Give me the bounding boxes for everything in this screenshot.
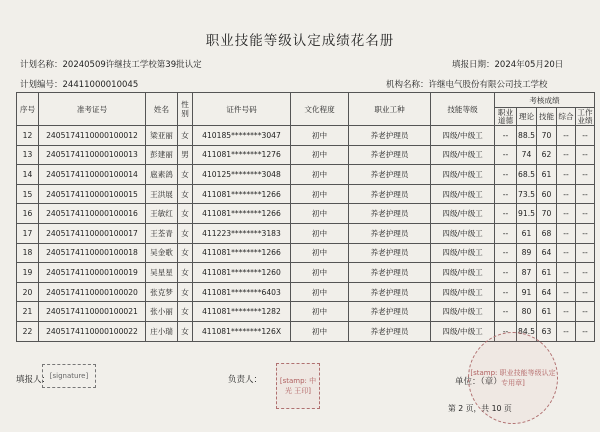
name-cell: 彭建丽 bbox=[146, 145, 178, 165]
exam-no-cell: 2405174110000100022 bbox=[39, 321, 146, 341]
id-no-cell: 410185********3047 bbox=[193, 126, 291, 146]
skill-score-cell: 61 bbox=[537, 263, 557, 283]
seq-cell: 21 bbox=[17, 302, 39, 322]
overall-score-cell: -- bbox=[557, 302, 576, 322]
level-cell: 四级/中级工 bbox=[431, 165, 495, 185]
occupation-cell: 养老护理员 bbox=[349, 243, 431, 263]
work-perf-cell: -- bbox=[576, 204, 595, 224]
plan-name-row bbox=[20, 58, 202, 70]
level-cell: 四级/中级工 bbox=[431, 321, 495, 341]
level-cell: 四级/中级工 bbox=[431, 282, 495, 302]
header-work-perf: 工作业绩 bbox=[577, 107, 593, 125]
education-cell: 初中 bbox=[291, 204, 349, 224]
education-cell: 初中 bbox=[291, 321, 349, 341]
education-cell: 初中 bbox=[291, 184, 349, 204]
occupation-cell: 养老护理员 bbox=[349, 263, 431, 283]
occupation-cell: 养老护理员 bbox=[349, 184, 431, 204]
table-row bbox=[17, 165, 595, 185]
occupation-cell: 养老护理员 bbox=[349, 321, 431, 341]
education-cell: 初中 bbox=[291, 263, 349, 283]
ethics-score-cell: -- bbox=[495, 243, 517, 263]
theory-score-cell: 61 bbox=[517, 223, 537, 243]
ethics-score-cell: -- bbox=[495, 263, 517, 283]
work-perf-cell: -- bbox=[576, 282, 595, 302]
overall-score-cell: -- bbox=[557, 223, 576, 243]
filler-label: 填报人： bbox=[16, 375, 51, 385]
seq-cell: 15 bbox=[17, 184, 39, 204]
id-no-cell: 411081********126X bbox=[193, 321, 291, 341]
overall-score-cell: -- bbox=[557, 243, 576, 263]
education-cell: 初中 bbox=[291, 145, 349, 165]
theory-score-cell: 91.5 bbox=[517, 204, 537, 224]
education-cell: 初中 bbox=[291, 165, 349, 185]
theory-score-cell: 88.5 bbox=[517, 126, 537, 146]
header-exam-no: 准考证号 bbox=[39, 93, 146, 126]
education-cell: 初中 bbox=[291, 302, 349, 322]
seq-cell: 16 bbox=[17, 204, 39, 224]
occupation-cell: 养老护理员 bbox=[349, 165, 431, 185]
table-row bbox=[17, 302, 595, 322]
exam-no-cell: 2405174110000100018 bbox=[39, 243, 146, 263]
occupation-cell: 养老护理员 bbox=[349, 204, 431, 224]
overall-score-cell: -- bbox=[557, 126, 576, 146]
gender-cell: 女 bbox=[178, 204, 193, 224]
seq-cell: 17 bbox=[17, 223, 39, 243]
ethics-score-cell: -- bbox=[495, 145, 517, 165]
gender-cell: 女 bbox=[178, 126, 193, 146]
work-perf-cell: -- bbox=[576, 223, 595, 243]
seq-cell: 12 bbox=[17, 126, 39, 146]
skill-score-cell: 61 bbox=[537, 302, 557, 322]
name-cell: 吴星星 bbox=[146, 263, 178, 283]
skill-score-cell: 64 bbox=[537, 243, 557, 263]
table-row bbox=[17, 263, 595, 283]
id-no-cell: 411081********1266 bbox=[193, 204, 291, 224]
theory-score-cell: 68.5 bbox=[517, 165, 537, 185]
theory-score-cell: 87 bbox=[517, 263, 537, 283]
id-no-cell: 410125********3048 bbox=[193, 165, 291, 185]
theory-score-cell: 73.5 bbox=[517, 184, 537, 204]
skill-score-cell: 62 bbox=[537, 145, 557, 165]
page-info: 第 2 页，共 10 页 bbox=[448, 404, 512, 413]
gender-cell: 女 bbox=[178, 263, 193, 283]
work-perf-cell: -- bbox=[576, 263, 595, 283]
overall-score-cell: -- bbox=[557, 263, 576, 283]
ethics-score-cell: -- bbox=[495, 165, 517, 185]
seq-cell: 18 bbox=[17, 243, 39, 263]
level-cell: 四级/中级工 bbox=[431, 263, 495, 283]
occupation-cell: 养老护理员 bbox=[349, 126, 431, 146]
theory-score-cell: 80 bbox=[517, 302, 537, 322]
header-ethics: 职业道德 bbox=[495, 108, 517, 126]
name-cell: 吴金歌 bbox=[146, 243, 178, 263]
header-level: 技能等级 bbox=[431, 93, 495, 126]
name-cell: 梁亚丽 bbox=[146, 126, 178, 146]
exam-no-cell: 2405174110000100021 bbox=[39, 302, 146, 322]
gender-cell: 女 bbox=[178, 302, 193, 322]
education-cell: 初中 bbox=[291, 282, 349, 302]
stamp-right-placeholder: [stamp: 职业技能等级认定专用章] bbox=[468, 332, 558, 424]
skill-score-cell: 70 bbox=[537, 126, 557, 146]
ethics-score-cell: -- bbox=[495, 302, 517, 322]
header-gender: 性别 bbox=[178, 93, 193, 126]
plan-no-label: 计划编号： bbox=[20, 80, 63, 90]
header-skill: 技能 bbox=[537, 108, 557, 126]
fill-date-row bbox=[452, 58, 563, 70]
header-occupation: 职业工种 bbox=[349, 93, 431, 126]
skill-score-cell: 68 bbox=[537, 223, 557, 243]
gender-cell: 女 bbox=[178, 282, 193, 302]
skill-score-cell: 70 bbox=[537, 204, 557, 224]
overall-score-cell: -- bbox=[557, 204, 576, 224]
id-no-cell: 411081********1266 bbox=[193, 243, 291, 263]
exam-no-cell: 2405174110000100016 bbox=[39, 204, 146, 224]
level-cell: 四级/中级工 bbox=[431, 302, 495, 322]
name-cell: 扈素鸽 bbox=[146, 165, 178, 185]
level-cell: 四级/中级工 bbox=[431, 145, 495, 165]
id-no-cell: 411081********1276 bbox=[193, 145, 291, 165]
header-name: 姓名 bbox=[146, 93, 178, 126]
skill-score-cell: 63 bbox=[537, 321, 557, 341]
work-perf-cell: -- bbox=[576, 165, 595, 185]
table-row bbox=[17, 184, 595, 204]
table-row bbox=[17, 204, 595, 224]
name-cell: 王荃青 bbox=[146, 223, 178, 243]
id-no-cell: 411081********1260 bbox=[193, 263, 291, 283]
name-cell: 王洪展 bbox=[146, 184, 178, 204]
theory-score-cell: 74 bbox=[517, 145, 537, 165]
plan-no-row bbox=[20, 78, 138, 90]
skill-score-cell: 64 bbox=[537, 282, 557, 302]
education-cell: 初中 bbox=[291, 243, 349, 263]
header-seq: 序号 bbox=[17, 93, 39, 126]
table-row bbox=[17, 145, 595, 165]
score-table-body bbox=[17, 126, 595, 342]
theory-score-cell: 91 bbox=[517, 282, 537, 302]
table-row bbox=[17, 282, 595, 302]
overall-score-cell: -- bbox=[557, 145, 576, 165]
gender-cell: 女 bbox=[178, 184, 193, 204]
header-education: 文化程度 bbox=[291, 93, 349, 126]
header-scores-group: 考核成绩 bbox=[495, 93, 595, 108]
work-perf-cell: -- bbox=[576, 302, 595, 322]
occupation-cell: 养老护理员 bbox=[349, 223, 431, 243]
name-cell: 张小丽 bbox=[146, 302, 178, 322]
table-row bbox=[17, 243, 595, 263]
work-perf-cell: -- bbox=[576, 126, 595, 146]
education-cell: 初中 bbox=[291, 223, 349, 243]
level-cell: 四级/中级工 bbox=[431, 223, 495, 243]
document-title: 职业技能等级认定成绩花名册 bbox=[205, 33, 395, 49]
level-cell: 四级/中级工 bbox=[431, 204, 495, 224]
plan-name-label: 计划名称： bbox=[20, 60, 63, 70]
gender-cell: 女 bbox=[178, 165, 193, 185]
id-no-cell: 411081********1282 bbox=[193, 302, 291, 322]
gender-cell: 女 bbox=[178, 243, 193, 263]
seq-cell: 14 bbox=[17, 165, 39, 185]
gender-cell: 男 bbox=[178, 145, 193, 165]
org-row bbox=[386, 78, 548, 90]
exam-no-cell: 2405174110000100020 bbox=[39, 282, 146, 302]
plan-no-value: 24411000010045 bbox=[62, 80, 139, 90]
skill-score-cell: 61 bbox=[537, 165, 557, 185]
theory-score-cell: 84.5 bbox=[517, 321, 537, 341]
theory-score-cell: 89 bbox=[517, 243, 537, 263]
work-perf-cell: -- bbox=[576, 243, 595, 263]
occupation-cell: 养老护理员 bbox=[349, 282, 431, 302]
ethics-score-cell: -- bbox=[495, 282, 517, 302]
header-overall: 综合 bbox=[557, 108, 576, 126]
fill-date-label: 填报日期： bbox=[452, 60, 495, 70]
score-table bbox=[16, 92, 595, 342]
ethics-score-cell: -- bbox=[495, 184, 517, 204]
level-cell: 四级/中级工 bbox=[431, 243, 495, 263]
header-id-no: 证件号码 bbox=[193, 93, 291, 126]
overall-score-cell: -- bbox=[557, 282, 576, 302]
unit-seal-label: 单位：（章） bbox=[455, 377, 502, 387]
seq-cell: 22 bbox=[17, 321, 39, 341]
table-row bbox=[17, 223, 595, 243]
org-label: 机构名称： bbox=[386, 80, 429, 90]
gender-cell: 女 bbox=[178, 321, 193, 341]
skill-score-cell: 60 bbox=[537, 184, 557, 204]
seq-cell: 20 bbox=[17, 282, 39, 302]
work-perf-cell: -- bbox=[576, 321, 595, 341]
overall-score-cell: -- bbox=[557, 165, 576, 185]
occupation-cell: 养老护理员 bbox=[349, 145, 431, 165]
id-no-cell: 411081********1266 bbox=[193, 184, 291, 204]
signature-placeholder: [signature] bbox=[42, 364, 96, 388]
seq-cell: 19 bbox=[17, 263, 39, 283]
fill-date-value: 2024年05月20日 bbox=[494, 60, 564, 70]
ethics-score-cell: -- bbox=[495, 126, 517, 146]
exam-no-cell: 2405174110000100015 bbox=[39, 184, 146, 204]
responsible-label: 负责人： bbox=[228, 375, 263, 385]
education-cell: 初中 bbox=[291, 126, 349, 146]
level-cell: 四级/中级工 bbox=[431, 184, 495, 204]
seq-cell: 13 bbox=[17, 145, 39, 165]
work-perf-cell: -- bbox=[576, 184, 595, 204]
gender-cell: 女 bbox=[178, 223, 193, 243]
header-theory: 理论 bbox=[517, 108, 537, 126]
name-cell: 张克梦 bbox=[146, 282, 178, 302]
occupation-cell: 养老护理员 bbox=[349, 302, 431, 322]
overall-score-cell: -- bbox=[557, 321, 576, 341]
plan-name-value: 20240509许继技工学校第39批认定 bbox=[62, 60, 202, 70]
org-value: 许继电气股份有限公司技工学校 bbox=[428, 80, 548, 90]
overall-score-cell: -- bbox=[557, 184, 576, 204]
id-no-cell: 411081********6403 bbox=[193, 282, 291, 302]
table-row bbox=[17, 126, 595, 146]
ethics-score-cell: -- bbox=[495, 321, 517, 341]
exam-no-cell: 2405174110000100013 bbox=[39, 145, 146, 165]
exam-no-cell: 2405174110000100014 bbox=[39, 165, 146, 185]
name-cell: 庄小瑞 bbox=[146, 321, 178, 341]
ethics-score-cell: -- bbox=[495, 204, 517, 224]
exam-no-cell: 2405174110000100012 bbox=[39, 126, 146, 146]
exam-no-cell: 2405174110000100017 bbox=[39, 223, 146, 243]
ethics-score-cell: -- bbox=[495, 223, 517, 243]
level-cell: 四级/中级工 bbox=[431, 126, 495, 146]
id-no-cell: 411223********3183 bbox=[193, 223, 291, 243]
stamp-left-placeholder: [stamp: 中光 王印] bbox=[276, 363, 320, 409]
exam-no-cell: 2405174110000100019 bbox=[39, 263, 146, 283]
name-cell: 王敏红 bbox=[146, 204, 178, 224]
work-perf-cell: -- bbox=[576, 145, 595, 165]
